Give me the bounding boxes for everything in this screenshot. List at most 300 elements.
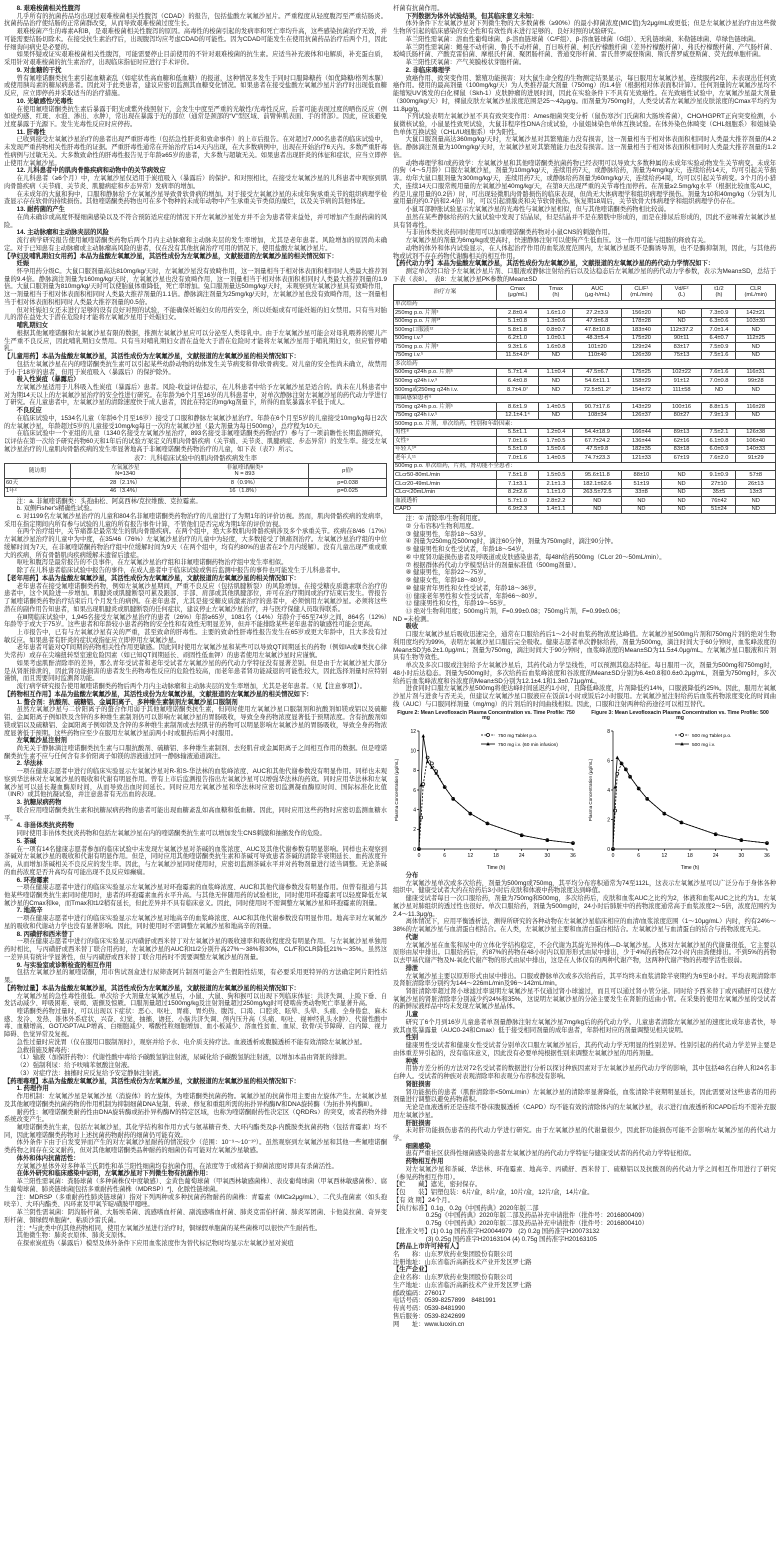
section-heading: 排泄: [405, 964, 419, 972]
paragraph: 离体情况下，应用平衡透析法，测得所研究的各种动物在左氧氟沙星临床相应的血清/血浆浓度范围（1～10μg/mL）内时，约有24%～38%的左氧氟沙星与血清蛋白相结合。在人类，左氧氟沙星主要和血清白蛋白相结合。左氧氟沙星与血清蛋白的结合与药物浓度无关。: [393, 918, 776, 934]
table-cell: 9.3±1.6: [496, 343, 539, 352]
table-cell: 116±31: [736, 368, 776, 377]
x-axis-label: Time (h): [680, 865, 700, 871]
paragraph: 革兰阴性需氧菌：鲍曼不动杆菌、鲁氏不动杆菌、百日咳杆菌、柯氏柠檬酸杆菌（差异柠檬酸杆菌）、弗氏柠檬酸杆菌、产气肠杆菌、坂崎氏肠杆菌、产酸克雷伯菌、摩根氏杆菌、聚团肠杆菌、普通变形杆菌、雷氏普罗威登斯菌、斯氏普罗威登斯菌、荧光假单胞杆菌。: [393, 43, 776, 59]
paragraph: 进食同时口服左氧氟沙星500mg将使达峰时间延迟约1小时，且降低峰浓度，片剂降低约14%，口服液降低约25%。因此，服用左氧氟沙星片剂与进食与否无关，但建议左氧氟沙星口服液应在饭前1小时或饭后2小时服用。左氧氟沙星注射给药后血浆药物浓度变化的时间曲线（AUC）与口服同样剂量（mg/mg）的片剂后的时间曲线相似。因此，口服和注射两种给药途径可以相互替代。: [393, 685, 776, 708]
table-cell: CLcr50-80mL/min: [394, 471, 497, 480]
table-cell: ND: [736, 411, 776, 420]
table-cell: 500mg p.o. 片剂³*: [394, 317, 497, 326]
paragraph: 除了在儿科患者临床试验中报告的事件，在成人患者中于临床试验或售后监测中报告的事件也可能发生于儿科患者中。: [16, 567, 345, 575]
table-cell: 500mg q24h i.v.³: [394, 377, 497, 386]
table-cell: 2.8±0.4: [496, 309, 539, 318]
section-heading: 2. 非临床毒理学: [405, 66, 451, 74]
paragraph: 未对肝功能损伤患者的药代动力学进行研究。由于左氧氟沙星的代谢量很少，因此肝功能损伤可能不会影响左氧氟沙星的药代动力学。: [393, 1127, 776, 1142]
paragraph: 曾有氟喹诺酮类抗生素引起血糖紊乱（如症状性高血糖和低血糖）的报道，这种情况多发生于同时口服降糖药（如优降糖/格列本脲）或使用胰岛素的糖尿病患者。因此对于此类患者，建议应密切监测其血糖变化情况。如果患者在接受盐酸左氧氟沙星片治疗时出现低血糖反应，应立即停药并采取适当的治疗措施。: [4, 74, 387, 98]
table-cell: 7.5±0.9: [702, 343, 736, 352]
table-cell: 154±72: [622, 386, 661, 395]
table-header-cell: CLR (mL/min): [736, 285, 776, 300]
table-cell: 6.3±0.6: [702, 317, 736, 326]
table-row: [394, 377, 776, 386]
paragraph: 根据其他氟喹诺酮和左氧氟沙星有限的数据，推测左氧氟沙星应可以分泌至人类母乳中。由于左氧氟沙星可能会对母乳喂养的婴儿产生严重不良反应，因此哺乳期妇女禁用。只有当对哺乳期妇女潜在益处大于潜在危险时才能将左氧氟沙星用于哺乳期妇女，但应暂停哺乳。: [4, 329, 387, 353]
paragraph: 邮政编码：276017: [393, 1289, 446, 1297]
table-cell: 6.1±0.8: [702, 437, 736, 446]
svg-text:30: 30: [544, 853, 551, 859]
table-cell: 8.6±1.9: [496, 403, 539, 412]
table-cell: 54.4±18.9: [573, 428, 622, 437]
table-cell: 750mg q24h i.v.⁵: [394, 411, 497, 420]
section-heading: 【药物过量】本品为盐酸左氧氟沙星，其活性成份为左氧氟沙星，文献报道的左氧氟沙星的相关情况如下：: [4, 984, 300, 992]
table-cell: 1.1±1.0: [539, 488, 573, 497]
paragraph: 呕吐和腹泻是最常报告的不良事件，在左氧氟沙星治疗组和非氟喹诺酮药物治疗组中发生率相似。: [16, 559, 288, 567]
y-axis-label: Plasma Concentration (μg/mL): [588, 758, 593, 822]
section-heading: 儿童: [405, 1011, 419, 1019]
table-cell: p=0.038: [309, 479, 387, 488]
svg-text:36: 36: [570, 853, 576, 859]
paragraph: 喹诺酮类药物过量时，可以出现以下症状：恶心、呕吐、胃痛、胃灼热、腹泻、口渴、口腔炎、眩晕、头晕、头痛、全身倦怠、麻木感、发冷、发热、锥体外系症状、兴奋、幻觉、抽搐、谵狂、小脑共济失调、颅内压升高（头痛、呕吐、视神经乳头水肿）、代谢性酸中毒、血糖增高、GOT/GPT/ALP增高、白细胞减少、嗜酸性粒细胞增加、血小板减少、溶血性贫血、血尿、软骨/关节障碍、白内障、视力障碍、色觉异常及复视。: [4, 1007, 387, 1039]
paragraph: ⑧ 健康男性，年龄22～75岁。: [405, 569, 490, 577]
paragraph: 【有 效 期】24个月。: [393, 1196, 454, 1204]
pk-figure-2: [393, 711, 579, 871]
figure-title: Figure 3: Mean Levofloxacin Plasma Concentration vs. Time Profile: 500 mg: [591, 709, 769, 722]
table-cell: 126±37: [622, 411, 661, 420]
paragraph: 老年患者在接受氟喹诺酮类药物，例如左氧氟沙星期间，严重不良反应（包括肌腱断裂）的风险增加。在接受糖皮质激素联合治疗的患者中，这个风险进一步增加。肌腱炎或肌腱断裂可累及跟部、手部、肩部或其他肌腱部位，并可在治疗期间或治疗结束后发生。曾报告了氟喹诺酮类药物治疗结束后几个月发生的病例。在老年患者，尤其是接受糖皮质激素治疗的患者中，必须慎用左氧氟沙星。必须将这些潜在的副作用告知患者，如果出现肌腱炎或肌腱断裂的任何症状，建议停止左氧氟沙星治疗，并与医疗保健人员取得联系。: [4, 582, 387, 613]
paragraph: ⑫ 健康男性和女性，年龄19～55岁。: [405, 600, 510, 608]
paragraph: 已收到接受左氧氟沙星治疗的患者出现严重肝毒性（包括急性肝炎和致命事件）的上市后报告。在对超过7,000名患者的临床试验中，未发现严重药物相关性肝毒性的证据。严重肝毒性通常在开始治疗后14天内出现，在大多数病例中，出现在开始治疗6天内。多数严重肝毒性病例与过敏无关。大多数致命性的肝毒性报告见于年龄≥65岁的患者，大多数与超敏无关。如果患者出现肝炎的体征和症状，应当立即停止使用左氧氟沙星。: [4, 136, 387, 167]
section-heading: 左氧氟沙星注射剂: [16, 737, 67, 745]
paragraph: 但对妊娠妇女还未进行足够的设有良好对照的试验，不能确保妊娠妇女的用药安全，所以妊娠或有可能妊娠的妇女禁用。只有当对胎儿的潜在益处大于潜在危险时才能将左氧氟沙星用于妊娠妇女。: [4, 306, 387, 322]
table-cell: 67±19: [661, 454, 702, 463]
paragraph: 注：MDRSP（多重耐药性肺炎链球菌）指对下列两种或多种抗菌药物耐药的菌株：青霉素（MIC≥2μg/mL）、二代头孢菌素（如头孢呋辛）、大环内酯类、四环素及甲氧苄啶/磺胺甲噁唑。: [4, 1193, 387, 1209]
paragraph: 包括左氧氟沙星在内的喹诺酮类抗生素可以引起某些幼龄动物的幼体发生关节病变和骨/软骨病变。对儿童的安全性尚未确立，故禁用于小于18岁的患者，但用于炭疽吸入（暴露后）的保护除外。: [4, 360, 387, 376]
table-header-cell: CL/F¹ (mL/min): [622, 285, 661, 300]
table-row: [394, 386, 776, 395]
table-row: [394, 351, 776, 360]
table-cell: 27.2±3.9: [573, 309, 622, 318]
table-cell: 54.6±11.1: [573, 377, 622, 386]
table-cell: 142±21: [736, 309, 776, 318]
table-group-label: 500mg p.o. 片剂，单次给药，性别和年龄因素：: [394, 420, 776, 429]
paragraph: 单次及多次口服或注射给予左氧氟沙星后，其药代动力学呈线性，可以预测其稳态特征。每日服用一次，剂量为500mg和750mg时，48小时后达稳态。剂量为500mg时，多次给药后血浆峰浓度和谷浓度的Mean±SD分别为6.4±0.8和0.6±0.2μg/mL，剂量为750mg时，多次给药后血浆峰浓度和谷浓度的Mean±SD分别为12.1±4.1和1.3±0.71μg/mL。: [393, 662, 776, 685]
section-heading: 肾脏损害: [405, 1080, 431, 1088]
table-row: [394, 488, 776, 497]
paragraph: 联合应用喹诺酮类抗生素和抗糖尿病药物的患者可能出现血糖紊乱如高血糖和低血糖。因此，同时应用这些药物时应密切监测血糖水平。: [4, 806, 387, 822]
table-cell: 8.8±1.5: [702, 403, 736, 412]
section-heading: 【儿童用药】本品为盐酸左氧氟沙星，其活性成份为左氧氟沙星，文献报道的左氧氟沙星的相关情况如下：: [4, 353, 300, 361]
svg-text:30: 30: [738, 853, 745, 859]
table-cell: 60天: [5, 479, 71, 488]
paragraph: 几乎所有的抗菌药品均出现过艰难梭菌相关性腹泻（CDAD）的报告，包括盐酸左氧氟沙星片。严重程度从轻度腹泻至严重结肠炎。抗菌药品治疗使结肠的正常菌群改变，从而导致艰难梭菌过度生长。: [4, 12, 387, 28]
svg-text:6: 6: [607, 758, 610, 765]
section-heading: 性别: [405, 1034, 419, 1042]
paragraph: 体外条件下由于自发变异而产生的对左氧氟沙星耐药的情况较少（范围：10⁻⁹～10⁻¹⁰）。虽然观察到左氧氟沙星和其他一些氟喹诺酮类药物之间存在交叉耐药，但对其他氟喹诺酮类品种耐药的细菌仍有可能对左氧氟沙星敏感。: [4, 1139, 387, 1155]
table-cell: CAPD: [394, 505, 497, 514]
paragraph: 测定单次经口给予左氧氟沙星片剂、口服液或静脉注射给药后以及达稳态后左氧氟沙星的药代动力学参数，表示为Mean±SD，总结于下表（表8）。 表8：左氧氟沙星PK参数的Mean±SD: [393, 267, 776, 283]
legend-entry: 750 mg i.v. (60 min infusion): [498, 742, 558, 748]
table-row: [394, 411, 776, 420]
paragraph: 企业名称：山东罗欣药业集团股份有限公司: [393, 1274, 513, 1282]
table-cell: 8.2±2.6: [496, 488, 539, 497]
paragraph: 传真号码：0539-8481990: [393, 1305, 466, 1313]
series-line: [419, 736, 573, 849]
section-heading: 【药理毒理】本品为盐酸左氧氟沙星，其活性成份为左氧氟沙星，文献报道的左氧氟沙星的相关情况如下：: [4, 1077, 300, 1085]
svg-text:2: 2: [607, 817, 610, 824]
table-cell: 1.0±0.1: [539, 334, 573, 343]
table-cell: 28（2.1%）: [70, 479, 180, 488]
paragraph: 革兰阳性需氧菌：溶血性葡萄球菌、β-溶血链球菌（C/F组）、β-溶血链球菌（G组）、无乳链球菌、米勒链球菌、草绿色链球菌。: [405, 35, 760, 43]
paragraph: 0.75g《中国药典》2020年版二部及药品补充申请批件（批件号：2016800410）: [425, 1220, 648, 1228]
table-cell: 51±19: [622, 480, 661, 489]
section-heading: 【药品上市许可持有人】: [393, 1243, 463, 1251]
table-row: [394, 497, 776, 506]
table-cell: 年轻人¹⁰: [394, 445, 497, 454]
paragraph: ⑨ 健康女性，年龄18～80岁。: [405, 577, 490, 585]
paragraph: 小鼠耳部肿胀试验显示左氧氟沙星的光毒性与氧氟沙星相似，但与其他喹诺酮类药物相比较弱。: [405, 206, 671, 214]
paragraph: 注：a. 非氟喹诺酮类：头孢曲松、阿莫西林/克拉维酸、克拉霉素。: [16, 497, 202, 505]
table-cell: 7.5±2.1: [702, 428, 736, 437]
pk-figure-3: [587, 711, 773, 871]
series-line: [613, 758, 767, 849]
paragraph: 革兰阴性需氧菌：阴沟肠杆菌、大肠埃希菌、流感嗜血杆菌、副流感嗜血杆菌、肺炎克雷伯杆菌、肺炎军团菌、卡他莫拉菌、奇异变形杆菌、铜绿假单胞菌*、粘质沙雷氏菌。: [4, 1209, 387, 1224]
paragraph: 其他微生物：肺炎衣原体、肺炎支原体。: [16, 1232, 130, 1240]
section-heading: 7. 地高辛: [16, 907, 43, 915]
line-chart: [587, 723, 773, 871]
section-heading: 不良反应: [16, 407, 42, 415]
legend-entry: 750 mg Tablet p.o.: [498, 733, 538, 739]
table-cell: 62±16: [661, 437, 702, 446]
table-cell: 1.6±0.8: [539, 343, 573, 352]
table-cell: ND: [736, 505, 776, 514]
table-cell: ND: [622, 497, 661, 506]
paragraph: 【包 装】铝塑包装：6片/盒，8片/盒，10片/盒，12片/盒，14片/盒。: [393, 1189, 594, 1197]
table-cell: 7.0±1.6: [496, 454, 539, 463]
table-cell: ND: [573, 497, 622, 506]
section-heading: 9. 与实验室或诊断检查的相互作用: [16, 961, 112, 969]
section-heading: 代谢: [405, 933, 419, 941]
paragraph: 电话号码：0539-8257899 8481991: [393, 1297, 496, 1305]
table-cell: 6.9±2.3: [496, 505, 539, 514]
table-row: [394, 454, 776, 463]
section-heading: 药物相互作用: [405, 1158, 444, 1166]
paragraph: 【批准文号】(1) 0.1g 国药准字H20044979 (2) 0.2g 国药准字H20073132: [393, 1227, 600, 1235]
section-heading: 8. 丙磺舒和西米替丁: [16, 930, 74, 938]
section-heading: 12. 儿科患者中的肌肉骨骼疾病和动物中的关节病效应: [16, 167, 166, 175]
table-cell: ND: [539, 351, 573, 360]
table-cell: 1.3±0.6: [539, 317, 573, 326]
paragraph: 在临床试验中，1534名儿童（年龄6个月至16岁）接受了口服和静脉左氧氟沙星治疗。年龄在6个月至5岁的儿童接受10mg/kg每日2次的左氧氟沙星，年龄超过5岁的儿童接受10mg/kg每日一次的左氧氟沙星（最大剂量为每日500mg），总疗程为10天。: [4, 414, 387, 430]
section-heading: 体外和体内抗菌活性：: [16, 1154, 80, 1162]
table-cell: 100±16: [661, 403, 702, 412]
table-row: [394, 437, 776, 446]
table-cell: ND: [573, 505, 622, 514]
paragraph: 健康男性受试者和健康女性受试者分别单次口服左氧氟沙星后，其药代动力学无明显的性别差异。性别引起的药代动力学差异主要是由体重差异引起的，没有临床意义，因此没有必要单纯根据性别来调整左氧氟沙星的用药剂量。: [393, 1042, 776, 1057]
table-cell: ND: [539, 377, 573, 386]
svg-text:0: 0: [611, 853, 615, 859]
paragraph: 虽然在某些静脉给药的大鼠试验中发现了结晶尿，但是结晶并不是在膀胱中形成的，而是在排尿后形成的，因此不意味着左氧氟沙星具有肾毒性。: [393, 213, 776, 229]
line-chart: [393, 723, 579, 871]
table-header-cell: AUC (μg·h/mL): [573, 285, 622, 300]
table-row: [394, 343, 776, 352]
table-cell: 178±28: [622, 317, 661, 326]
svg-text:4: 4: [607, 787, 610, 794]
paragraph: （2）强制利尿：给予呋喃苯氨酸注射液。: [16, 1062, 134, 1070]
paragraph: 在Ⅲ期临床试验中，1,945名接受左氧氟沙星治疗的患者（26%）年龄≥65岁，1081名（14%）年龄介于65至74岁之间，864名（12%）年龄等于或大于75岁。这些患者和年龄较小患者药物的安全性和有效性无明显差异，但并不能排除某些老年患者的敏感性可能会更高。: [4, 613, 387, 629]
table-header-cell: 左氧氟沙星 N=1340: [70, 464, 180, 479]
table-cell: 103±30: [736, 317, 776, 326]
table-cell: ND: [661, 309, 702, 318]
section-heading: 【孕妇及哺乳期妇女用药】本品为盐酸左氧氟沙星，其活性成份为左氧氟沙星，文献报道的左氧氟沙星的相关情况如下：: [4, 252, 338, 260]
svg-text:8: 8: [413, 768, 416, 775]
table-cell: 263.5±72.5: [573, 488, 622, 497]
table-cell: 1.4±0.5: [539, 403, 573, 412]
paragraph: (3) 0.25g 国药准字H20163104 (4) 0.75g 国药准字H20163105: [425, 1235, 597, 1243]
table-row: [394, 317, 776, 326]
paragraph: 肾功能损伤的患者（肌酐清除率<50mL/min）左氧氟沙星的清除率显著降低，血浆清除半衰期明显延长，因此需要对这些患者的用药剂量进行调整以避免药物蓄积。: [393, 1088, 776, 1104]
paragraph: 作用机制：左氧氟沙星是氧氟沙星（消旋体）的左旋体，为喹诺酮类抗菌药物。氧氟沙星的抗菌作用主要由左旋体产生。左氧氟沙星及其他氟喹诺酮类抗菌药物的作用机制为抑制细菌DNA复制、转录、修复和重组所需的拓扑异构酶Ⅳ和DNA旋转酶（为拓扑异构酶Ⅱ）。: [4, 1093, 387, 1108]
paragraph: ⑪ 健康老年男性和女性受试者，年龄66～80岁。: [405, 592, 541, 600]
svg-text:6: 6: [413, 787, 416, 794]
table-header-cell: t1/2 (h): [702, 285, 736, 300]
paragraph: 左氧氟沙星体外对多种革兰氏阴性和革兰阳性细菌均有抗菌作用，在浓度等于或稍高于抑菌浓度时即具有杀菌活性。: [16, 1162, 338, 1170]
table-cell: 83±17: [661, 343, 702, 352]
table-cell: ND: [736, 343, 776, 352]
section-heading: 种族: [405, 1057, 419, 1065]
paragraph: 生产地址：山东省临沂高新技术产业开发区罗七路: [393, 1281, 532, 1289]
table-cell: 6.4±0.8: [496, 377, 539, 386]
section-heading: 5. 茶碱: [16, 837, 37, 845]
table-cell: ND: [736, 351, 776, 360]
paragraph: 氟喹诺酮类抗生素，包括左氧氟沙星，其化学结构和作用方式与氨基糖苷类、大环内酯类及β-内酰胺类抗菌药物（包括青霉素）均不同，因此氟喹诺酮类药物对上述抗菌药物耐药的细菌仍可能有效。: [4, 1124, 387, 1139]
table-cell: 1.7±0.5: [539, 437, 573, 446]
table-row: [394, 480, 776, 489]
table-cell: 7.1±3.1: [496, 480, 539, 489]
section-heading: 下列数据为体外试验结果，但其临床意义未知：: [405, 12, 538, 20]
table-cell: 11.5±4.0⁴: [496, 351, 539, 360]
table-cell: 血液透析: [394, 497, 497, 506]
section-heading: 6. 环孢霉素: [16, 876, 49, 884]
table-header-cell: 治疗方案: [394, 285, 497, 300]
table-cell: 1.6±1.0: [539, 309, 573, 318]
table-row: [394, 445, 776, 454]
svg-text:12: 12: [661, 853, 668, 859]
section-heading: 1. 药理作用: [16, 1085, 49, 1093]
table-cell: 500mg口服液¹²: [394, 326, 497, 335]
paragraph: 【执行标准】0.1g、0.2g《中国药典》2020年版二部: [393, 1204, 539, 1212]
paragraph: 研究了6个月到16岁儿童患者单剂量静脉注射左氧氟沙星7mg/kg后的药代动力学。儿童患者清除左氧氟沙星的速度比成年患者快，导致其血浆暴露量（AUC0-24和Cmax）低于接受相同剂量的成年患者，年龄相对应的剂量调整见相关说明。: [393, 1018, 776, 1034]
table-cell: 33±8: [622, 488, 661, 497]
table-cell: 7.0±0.8: [702, 377, 736, 386]
paragraph: （3）对症疗法：抽搐时应反复给予安定静脉注射液。: [16, 1069, 165, 1077]
paragraph: 注：① 清除率/生物利用度。: [405, 515, 485, 523]
section-heading: 哺乳期妇女: [16, 322, 49, 330]
table-cell: 1.1±0.4: [539, 368, 573, 377]
y-axis-label: Plasma Concentration (μg/mL): [394, 758, 399, 822]
section-heading: 4. 非甾体类抗炎药物: [16, 822, 74, 830]
table-cell: CLcr20-49mL/min: [394, 480, 497, 489]
paragraph: 健康受试者每日一次口服给药，剂量为750mg和500mg，多次给药后，皮肤和血浆AUC之比约为2，体液和血浆AUC之比约为1。左氧氟沙星对肺组织的透过性也很好。单次口服给药，剂量为500mg时，24小时后肺脏中的药物浓度通常高于血浆浓度2～5倍，浓度范围约为2.4～11.3μg/g。: [393, 895, 776, 918]
table-cell: 182.1±62.6: [573, 480, 622, 489]
paragraph: 在一项有14名健康志愿者参加的临床试验中未发现左氧氟沙星对茶碱的血浆浓度、AUC及其他代谢参数有明显影响。同样也未观察到茶碱对左氧氟沙星的吸收和代谢有明显作用。但是，同时应用其他喹诺酮类抗生素和茶碱可导致患者茶碱的清除半衰期延长、血药浓度升高，从而增加茶碱相关不良反应的发生率。因此，与左氧氟沙星同时使用时，应密切监测茶碱水平并对药物剂量进行适当调整。无论茶碱的血药浓度是否升高均有可能出现不良反应如癫痫。: [4, 845, 387, 876]
paragraph: 杆菌有抗菌作用。: [393, 5, 444, 12]
table-cell: 5.5±1.0: [496, 445, 539, 454]
paragraph: 在临床试验中一个亚组的儿童（1340名接受左氧氟沙星治疗，893名接受非氟喹诺酮类药物治疗）参与了一项前瞻性长期监测研究，以评估在第一次给予研究药物60天和1年后的试验方案定义的肌肉骨骼疾病（关节痛、关节炎、肌腱病症、步态异常）的发生率。接受左氧氟沙星治疗的儿童肌肉骨骼疾病的发生率显著地高于非氟喹诺酮类药物治疗的儿童，如下表（表7）所示。: [4, 430, 387, 453]
svg-text:24: 24: [518, 853, 525, 859]
paragraph: ③ 健康男性，年龄18～53岁。: [405, 530, 490, 538]
table-row: [394, 309, 776, 318]
table-cell: 7.0±1.4: [702, 326, 736, 335]
table-cell: 750mg q24h p.o. 片剂⁵: [394, 403, 497, 412]
table-cell: 175±25: [622, 368, 661, 377]
table-cell: 8.7±4.0⁷: [496, 386, 539, 395]
table-cell: 35±5: [702, 488, 736, 497]
table-cell: 1.4±1.1: [539, 505, 573, 514]
table-row: [394, 368, 776, 377]
paragraph: 名 称：山东罗欣药业集团股份有限公司: [393, 1250, 513, 1258]
svg-text:18: 18: [493, 853, 499, 859]
table-cell: 7.9±1.9: [702, 411, 736, 420]
paragraph: 用协方差分析的方法对72名受试者的数据进行分析以探讨种族因素对于左氧氟沙星药代动力学的影响，其中包括48名白种人和24名非白种人。受试者的种族对表观清除率和表观分布容积没有影响。: [393, 1065, 776, 1081]
paragraph: （1）输液（加保肝药物）：代谢性酸中毒给予碳酸氢钠注射液，尿碱化给予碳酸氢钠注射液，以增加本品由肾脏的排泄。: [16, 1054, 351, 1062]
svg-text:12: 12: [467, 853, 474, 859]
table-cell: ND: [539, 386, 573, 395]
table-cell: 90.7±17.6: [573, 403, 622, 412]
left-column: [4, 5, 387, 1248]
table-cell: 182±35: [622, 445, 661, 454]
table-cell: 47.8±10.8: [573, 326, 622, 335]
table-cell: 9.1±0.9: [702, 471, 736, 480]
paragraph: 网 址：www.luoxin.cn: [393, 1320, 465, 1328]
table-cell: 8（0.9%）: [180, 479, 308, 488]
table-cell: 91±12: [661, 377, 702, 386]
table-cell: 7.6±1.6: [702, 368, 736, 377]
paragraph: b. 双侧Fisher's精确性试验。: [16, 505, 96, 513]
paragraph: 老年患者可能对QT间期的药物相关性作用更敏感。因此同时使用左氧氟沙星和某些可以导致QT间期延长的药物（例如IA或Ⅲ类抗心律失常药）或存在尖端扭转型室速危险因素（如已知QT间期延长、顽固性低血钾）的患者使用左氧氟沙星时应谨慎。: [4, 644, 387, 660]
table-cell: 6.2±1.0: [496, 334, 539, 343]
section-heading: 妊娠: [16, 260, 30, 268]
table8: [393, 284, 776, 514]
table-cell: 110±40: [573, 351, 622, 360]
svg-text:10: 10: [410, 748, 416, 755]
table-cell: 136±44: [622, 437, 661, 446]
section-heading: 3. 抗糖尿病药物: [16, 799, 62, 807]
paragraph: 【贮 藏】遮光，密封保存。: [393, 1181, 482, 1189]
table-cell: ND: [661, 505, 702, 514]
svg-text:24: 24: [712, 853, 719, 859]
paragraph: 在儿科患者（≥6个月）中，左氧氟沙星仅适用于炭疽吸入（暴露后）的保护。和对照相比，在接受左氧氟沙星的儿科患者中观察到肌肉骨骼疾病（关节痛、关节炎、肌腱病症和步态异常）发病率的增加。: [4, 175, 387, 190]
paragraph: 下列试验表明左氧氟沙星不具有致突变作用：Ames细菌突变分析（鼠伤寒沙门氏菌和大肠埃希菌），CHO/HGPRT正向突变检测，小鼠微核试验，小鼠显性致死试验，大鼠非程序性DNA合成试验，小鼠姐妹染色单体互换试验。在体外染色体畸变（CHL细胞系）和姐妹染色单体互换试验（CHL/IU细胞系）中为阳性。: [393, 113, 776, 136]
table-cell: p=0.025: [309, 487, 387, 496]
paragraph: 如果怀疑或证实艰难梭菌相关性腹泻，可能需要停止目前使用的不针对艰难梭菌的抗生素。应适当补充液体和电解质，补充蛋白质，采用针对艰难梭菌的抗生素治疗，出现临床指征时应进行手术评价。: [4, 51, 387, 67]
paragraph: 在两个治疗组中，关节痛都是最常发生的肌肉骨骼疾病。在两个组中，绝大多数肌肉骨骼疾病涉及多个承重关节。疾病在8/46（17%）左氧氟沙星治疗的儿童中为中度，在35/46（76%）左氧氟沙星治疗的儿童中为轻度，大多数接受了镇痛剂治疗。左氧氟沙星治疗组的中位缓解时间为7天，在非氟喹诺酮药物治疗组中位缓解时间为9天（在两个组中，均有约80%的患者在2个月内缓解）。没有儿童出现严重或重大的疾病，所有骨骼肌肉疾病缓解未遗留后遗症。: [4, 528, 387, 559]
table-cell: 6.0±0.9: [702, 445, 736, 454]
paragraph: 上市报告中，已有与左氧氟沙星有关的严重，甚至致命的肝毒性。主要的致命性肝毒性报告发生在65岁或更大年龄中，且大多没有过敏反应。如果患者有肝炎的症状或指征应立即停用左氧氟沙星。: [4, 629, 387, 644]
table-header-cell: Vd/F² (L): [661, 285, 702, 300]
table-cell: 16（1.8%）: [180, 487, 308, 496]
paragraph: ⑥ 中度肾功能损伤患者及呼吸道或皮肤感染患者，每48h给药500mg（CLcr 20～50mL/min）。: [405, 553, 666, 561]
table-cell: 2.1±1.3: [539, 480, 573, 489]
table-cell: 90±11: [661, 334, 702, 343]
paragraph: 革兰阳性厌氧菌：产气荚膜梭状芽胞杆菌。: [405, 59, 526, 67]
table-cell: 158±29: [622, 377, 661, 386]
table-cell: 140±33: [736, 445, 776, 454]
paragraph: 左氧氟沙星的剂量为6mg/kg或更高时，快速静脉注射可以使狗产生低血压。这一作用可能与组胺的释放有关。: [405, 237, 710, 245]
table-cell: 111±58: [661, 386, 702, 395]
table-header-cell: 随访期: [5, 464, 71, 479]
table-cell: 72.5±51.2⁷: [573, 386, 622, 395]
paragraph: 与非甾体类抗炎药同时使用可以加重喹诺酮类药物对小鼠CNS的刺激作用。: [405, 229, 615, 237]
section-heading: 13. 耐药菌的产生: [16, 206, 65, 214]
table-cell: 166±44: [622, 428, 661, 437]
section-heading: 在体外研究和临床感染中证明，左氧氟沙星对下列微生物有抗菌作用：: [16, 1170, 212, 1178]
table-cell: 1年ᶜ: [5, 487, 71, 496]
paragraph: 左氧氟沙星主要以原形形式由尿中排出。口服或静脉单次或多次给药后，其平均终末血浆清除半衰期约为6至8小时。平均表观清除率及肾脏清除率分别约为144～226mL/min及96～142mL/min。: [393, 972, 776, 988]
section-heading: 细菌感染: [405, 1142, 431, 1150]
table-cell: 51±24: [702, 505, 736, 514]
paragraph: ⑩ 健康青年男性和女性受试者，年龄18～36岁。: [405, 584, 541, 592]
paragraph: 一项在健康志愿者中进行的临床实验显示左氧氟沙星对R-和S-华法林的血浆峰浓度、AUC和其他代谢参数没有明显作用。同样也未观察到华法林对左氧氟沙星的吸收和代谢有明显作用。曾有上市后监测报告指出左氧氟沙星可以增强华法林的药效。同时应用华法林和左氧氟沙星可以延长凝血酶原时间，从而导致出血时间延长。同时应用左氧氟沙星和华法林时应密切监测凝血酶原时间、国际标准化比值（INR）或其他抗凝试验，并注意患者有无出血的表现。: [4, 768, 387, 799]
table-cell: 500mg或250mg q24h i.v.: [394, 386, 497, 395]
table-cell: 5.1±0.8: [496, 317, 539, 326]
series-line: [419, 758, 573, 849]
right-column: [393, 5, 776, 1328]
table-cell: 5.5±1.1: [496, 428, 539, 437]
table-cell: 112±37.2: [661, 326, 702, 335]
table-cell: 126±38: [736, 428, 776, 437]
table-cell: CLcr<20mL/min: [394, 488, 497, 497]
paragraph: 肾脏清除率超过肾小球滤过率说明左氧氟沙星不仅通过肾小球滤过，而且可以通过肾小管分泌。同时给予西米替丁或丙磺舒可以使左氧氟沙星的肾脏清除率分别减少约24%和35%，这说明左氧氟沙星的分泌主要发生在肾脏的近曲小管。在采集的使用左氧氟沙星的受试者的新鲜尿液样品中均未发现左氧氟沙星晶体。: [393, 988, 776, 1011]
section-heading: 【老年用药】本品为盐酸左氧氟沙星，其活性成份为左氧氟沙星，文献报道的左氧氟沙星的相关情况如下：: [4, 574, 300, 582]
paragraph: 左氧氟沙星单次或多次给药，剂量为500mg或750mg，其平均分布容积通常为74至112L，这表示左氧氟沙星可以广泛分布于身体各种组织中。健康受试者大约在给药后3小时后皮肤和体液中药物浓度达到峰值。: [393, 879, 776, 895]
table-cell: 1.5±0.5: [539, 471, 573, 480]
paragraph: 注：*与此类中的其他药物相同，使用左氧氟沙星进行治疗时，铜绿假单胞菌的某些菌株可以很快产生耐药性。: [16, 1224, 322, 1232]
figure-title: Figure 2: Mean Levofloxacin Plasma Concentration vs. Time Profile: 750 mg: [397, 709, 575, 722]
paragraph: 在使用氟喹诺酮类抗生素后暴露于阳光或紫外线照射下，会发生中度至严重的光敏性/光毒性反应，后者可能表现过度的晒伤反应（例如烧灼感、红斑、水泡、渗出、水肿），常出现在暴露于光的部位（通常是颈部的“V”型区域、前臂伸肌表面、手的背部）。因此，应该避免过度暴露于光源下。发生光毒性反应时应停药。: [4, 105, 387, 129]
table-cell: 2.8±2.2: [539, 497, 573, 506]
table-cell: 116±28: [736, 403, 776, 412]
table-cell: 5.7±1.4: [496, 368, 539, 377]
table-cell: 7.5±1.6: [702, 351, 736, 360]
table-cell: 1.2±0.4: [539, 428, 573, 437]
table7: [4, 463, 387, 496]
table-cell: 88±10: [622, 471, 661, 480]
table-header-cell: Tmax (h): [539, 285, 573, 300]
table-cell: 47.5±9.8: [573, 445, 622, 454]
table-cell: 126±39: [622, 351, 661, 360]
table-cell: ND: [661, 497, 702, 506]
table-cell: 121±33: [622, 454, 661, 463]
paragraph: 同时使用非甾体类抗炎药物和包括左氧氟沙星在内的喹诺酮类抗生素可以增加发生CNS刺激和抽搐发作的危险。: [16, 830, 326, 838]
table-cell: 89±13: [661, 428, 702, 437]
table-cell: 108±34: [573, 411, 622, 420]
table-group-label: 多次给药: [394, 360, 776, 369]
paragraph: 体外条件下左氧氟沙星对下列微生物的大多数菌株（≥90%）的最小抑菌浓度(MIC值)为2μg/mL或更低；但是左氧氟沙星治疗由这些微生物所引起的临床感染的安全性和有效性尚未进行足够的、良好对照的试验研究。: [393, 20, 776, 36]
table-cell: ND: [736, 497, 776, 506]
paragraph: 包括左氧氟沙星的氟喹诺酮，用市售试剂盒进行尿筛查阿片制剂可能会产生假阳性结果，有必要采用更特异的方法确定阿片阳性结果。: [4, 969, 387, 985]
paragraph: 尚无关于静脉滴注喹诺酮类抗生素与口服抗酸剂、硫糖铝、多种维生素制剂、去羟肌苷或金属阳离子之间相互作用的数据。但是喹诺酮类抗生素不应与任何含有多价阳离子如镁的溶液通过同一静脉输液通道滴注。: [4, 745, 387, 760]
table-cell: 156±20: [622, 309, 661, 318]
table-cell: 80±27: [661, 411, 702, 420]
table-cell: 0.8±0.7: [539, 326, 573, 335]
x-axis-label: Time (h): [486, 865, 506, 871]
table-cell: 75±13: [661, 351, 702, 360]
table-row: [394, 428, 776, 437]
table-cell: 250mg p.o. 片剂³: [394, 309, 497, 318]
paragraph: 在未成年的大鼠和狗中，口服和静脉给予左氧氟沙星导致骨软骨病的增加。对于接受左氧氟沙星的未成年狗承重关节的组织病理学检查显示存在软骨的持续损伤。其他喹诺酮类药物也可在多个物种的未成年动物中产生承重关节类似的糜烂，以及关节病的其他体征。: [4, 190, 387, 206]
paragraph: ④ 剂量为250mg及500mg时，滴注60分钟，剂量为750mg时，滴注90分钟。: [405, 538, 617, 546]
table-group-label: 单次给药: [394, 300, 776, 309]
svg-text:4: 4: [413, 807, 416, 814]
paragraph: 对左氧氟沙星和茶碱、华法林、环孢霉素、地高辛、丙磺舒、西米替丁、硫糖铝以及抗酸剂的药代动力学之间相互作用进行了研究（参见药物相互作用）。: [393, 1165, 776, 1181]
table-cell: 750mg p.o. 片剂³: [394, 343, 497, 352]
